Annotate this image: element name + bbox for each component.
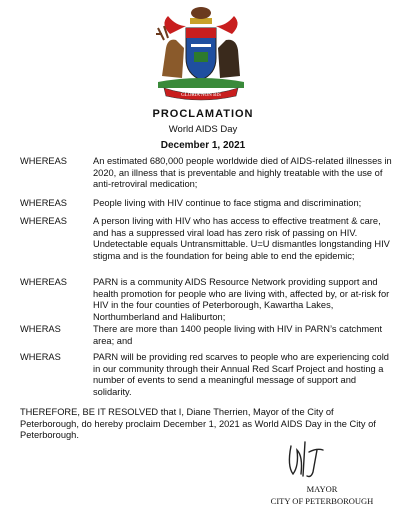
clause-keyword: WHEREAS	[20, 216, 68, 226]
clause-text: A person living with HIV who has access to effective treatment & care, and has a suppressed viral load has zero risk of passing on HIV. Undetectable equals Untransmittable. U=U dismantles longstanding HIV stigma and is the foundation for being able to end the epidemic;	[93, 216, 390, 261]
clause-keyword: WHEREAS	[20, 277, 68, 287]
proclamation-subtitle: World AIDS Day	[168, 124, 238, 135]
signatory-city: CITY OF PETERBOROUGH	[270, 496, 374, 506]
clause-text: There are more than 1400 people living with HIV in PARN’s catchment area; and	[93, 324, 383, 346]
clause-text: PARN will be providing red scarves to people who are experiencing cold in our community through their Annual Red Scarf Project and hosting a number of events to send a meaningful message of support and solidarity.	[93, 352, 389, 397]
clause-text: People living with HIV continue to face stigma and discrimination;	[93, 198, 362, 208]
clause-keyword: WHERAS	[20, 324, 61, 334]
clause-keyword: WHEREAS	[20, 198, 68, 208]
proclamation-date: December 1, 2021	[160, 140, 246, 151]
signatory-title: MAYOR	[306, 484, 338, 494]
city-crest-logo	[150, 4, 252, 104]
mayor-signature	[283, 436, 333, 482]
proclamation-title: PROCLAMATION	[152, 108, 254, 120]
svg-text:GLORIA NON BIS: GLORIA NON BIS	[181, 93, 221, 98]
clause-text: PARN is a community AIDS Resource Network providing support and health promotion for people who are living with, affected by, or at-risk for HIV in the four counties of Peterborough, Kawartha Lakes, Northumberland and Haliburton;	[93, 277, 390, 322]
clause-keyword: WHERAS	[20, 352, 61, 362]
resolution-paragraph: THEREFORE, BE IT RESOLVED that I, Diane Therrien, Mayor of the City of Peterborough, do hereby proclaim December 1, 2021 as World AIDS Day in the City of Peterborough.	[20, 407, 376, 441]
clause-text: An estimated 680,000 people worldwide died of AIDS-related illnesses in 2020, an illness that is preventable and highly treatable with the use of anti-retroviral medication;	[93, 156, 392, 190]
clause-keyword: WHEREAS	[20, 156, 68, 166]
